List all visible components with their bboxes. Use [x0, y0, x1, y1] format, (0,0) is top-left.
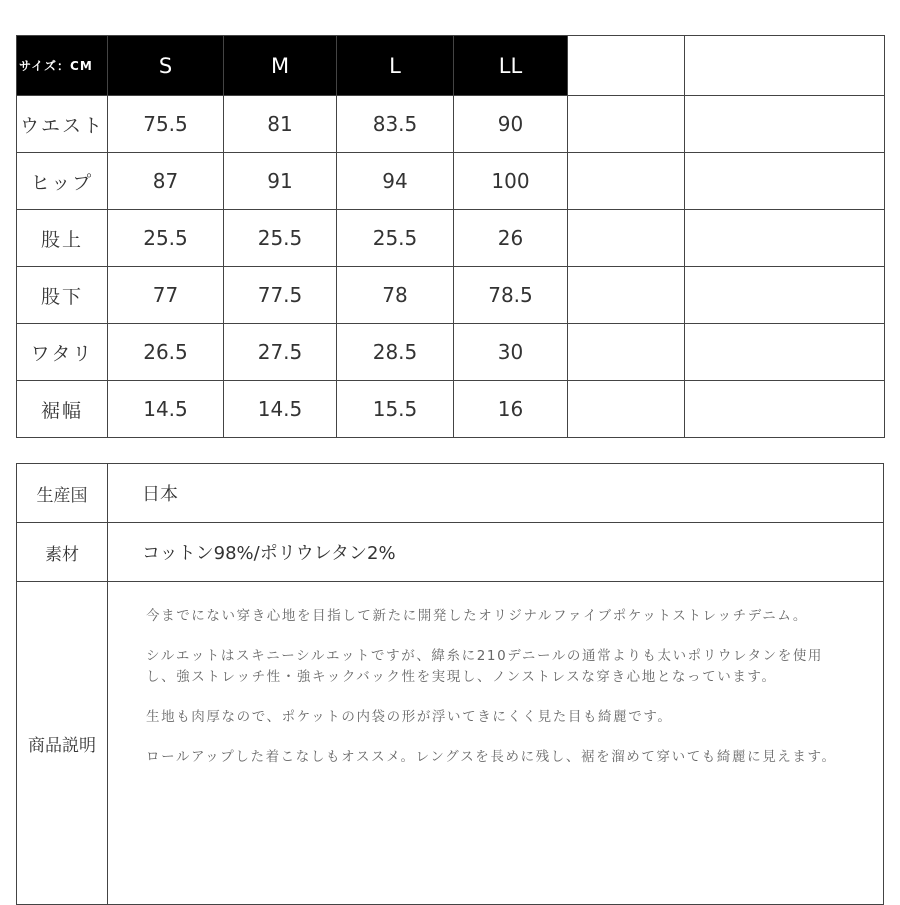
table-row — [17, 96, 885, 153]
material-label: 素材 — [17, 523, 108, 582]
table-row — [17, 324, 885, 381]
row-label-rise: 股上 — [17, 210, 108, 267]
table-cell: 78 — [337, 267, 454, 324]
origin-value: 日本 — [108, 464, 884, 523]
origin-row — [17, 464, 884, 523]
empty-cell — [685, 210, 885, 267]
table-row — [17, 267, 885, 324]
table-cell: 28.5 — [337, 324, 454, 381]
table-cell: 83.5 — [337, 96, 454, 153]
empty-cell — [568, 381, 685, 438]
description-paragraph: ロールアップした着こなしもオススメ。レングスを長めに残し、裾を溜めて穿いても綺麗に見えます。 — [146, 749, 837, 765]
table-cell: 26 — [454, 210, 568, 267]
empty-cell — [685, 153, 885, 210]
table-row — [17, 153, 885, 210]
table-cell: 16 — [454, 381, 568, 438]
row-label-inseam: 股下 — [17, 267, 108, 324]
empty-cell — [685, 96, 885, 153]
table-cell: 26.5 — [108, 324, 224, 381]
size-header-m: M — [224, 36, 337, 96]
table-cell: 75.5 — [108, 96, 224, 153]
table-cell: 27.5 — [224, 324, 337, 381]
size-header-ll: LL — [454, 36, 568, 96]
empty-cell — [568, 210, 685, 267]
description-paragraph: 今までにない穿き心地を目指して新たに開発したオリジナルファイブポケットストレッチデニム。 — [146, 608, 808, 624]
empty-cell — [685, 381, 885, 438]
product-info-table — [16, 463, 884, 905]
empty-header-cell — [568, 36, 685, 96]
table-cell: 25.5 — [224, 210, 337, 267]
size-header-row — [17, 36, 885, 96]
description-paragraph: 生地も肉厚なので、ポケットの内袋の形が浮いてきにくく見た目も綺麗です。 — [146, 709, 673, 725]
table-cell: 81 — [224, 96, 337, 153]
table-cell: 90 — [454, 96, 568, 153]
table-cell: 77 — [108, 267, 224, 324]
size-unit-label: サイズ：CM — [17, 36, 108, 96]
empty-cell — [568, 324, 685, 381]
table-cell: 25.5 — [108, 210, 224, 267]
description-paragraph: シルエットはスキニーシルエットですが、緯糸に210デニールの通常よりも太いポリウレタンを使用し、強ストレッチ性・強キックバック性を実現し、ノンストレスな穿き心地となっています。 — [146, 648, 824, 685]
material-row — [17, 523, 884, 582]
row-label-waist: ウエスト — [17, 96, 108, 153]
empty-cell — [568, 153, 685, 210]
table-cell: 15.5 — [337, 381, 454, 438]
description-label: 商品説明 — [17, 582, 108, 905]
table-cell: 14.5 — [108, 381, 224, 438]
table-cell: 14.5 — [224, 381, 337, 438]
table-cell: 78.5 — [454, 267, 568, 324]
size-header-l: L — [337, 36, 454, 96]
table-cell: 91 — [224, 153, 337, 210]
table-row — [17, 381, 885, 438]
table-cell: 87 — [108, 153, 224, 210]
table-cell: 100 — [454, 153, 568, 210]
empty-header-cell — [685, 36, 885, 96]
table-cell: 77.5 — [224, 267, 337, 324]
row-label-thigh: ワタリ — [17, 324, 108, 381]
table-cell: 94 — [337, 153, 454, 210]
empty-cell — [568, 96, 685, 153]
empty-cell — [685, 324, 885, 381]
row-label-hem-width: 裾幅 — [17, 381, 108, 438]
description-body — [108, 582, 884, 905]
table-cell: 30 — [454, 324, 568, 381]
material-value: コットン98%/ポリウレタン2% — [108, 523, 884, 582]
empty-cell — [568, 267, 685, 324]
description-row — [17, 582, 884, 905]
empty-cell — [685, 267, 885, 324]
size-table — [16, 35, 885, 438]
table-row — [17, 210, 885, 267]
table-cell: 25.5 — [337, 210, 454, 267]
origin-label: 生産国 — [17, 464, 108, 523]
row-label-hip: ヒップ — [17, 153, 108, 210]
size-header-s: S — [108, 36, 224, 96]
